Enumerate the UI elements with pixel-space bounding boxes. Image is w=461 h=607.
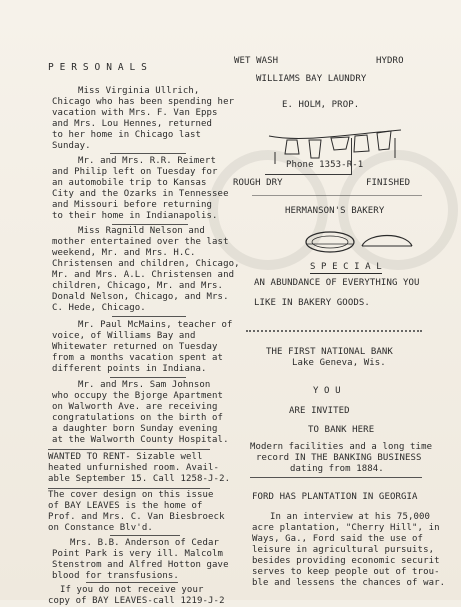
bank-name: THE FIRST NATIONAL BANK <box>266 347 393 357</box>
personal-item-3-line-5: Mr. and Mrs. A.L. Christensen and <box>52 270 235 280</box>
personal-item-5-line-3: on Walworth Ave. are receiving <box>52 402 218 412</box>
separator-7 <box>110 535 180 536</box>
bank-you: Y O U <box>313 386 341 396</box>
bank-bottom-rule <box>250 477 422 478</box>
laundry-rough-dry: ROUGH DRY <box>233 178 283 188</box>
personal-item-1-line-5: to her home in Chicago last <box>52 130 201 140</box>
personal-item-8-line-3: Stenstrom and Alfred Hotton gave <box>52 560 229 570</box>
laundry-name: WILLIAMS BAY LAUNDRY <box>256 74 367 84</box>
personal-item-5-line-2: who occupy the Bjorge Apartment <box>52 391 224 401</box>
separator-6 <box>48 449 210 450</box>
personal-item-1-line-3: vacation with Mrs. F. Van Epps <box>52 108 218 118</box>
separator-4 <box>110 377 186 378</box>
personal-item-4-line-5: different points in Indiana. <box>52 364 207 374</box>
personal-item-9-line-2: copy of BAY LEAVES-call 1219-J-2 <box>48 596 225 606</box>
separator-3 <box>112 316 186 317</box>
personal-item-6-line-1: WANTED TO RENT- Sizable well <box>48 452 203 462</box>
personal-item-7-line-3: Prof. and Mrs. C. Van Biesbroeck <box>48 512 225 522</box>
ford-body-line-1: In an interview at his 75,000 <box>270 512 431 522</box>
bank-cta: TO BANK HERE <box>308 425 375 435</box>
dotted-separator <box>246 330 422 332</box>
personal-item-4-line-4: from a months vacation spent at <box>52 353 224 363</box>
personal-item-3-line-4: Christensen and children, Chicago, <box>52 259 240 269</box>
personal-item-3-line-8: C. Hede, Chicago. <box>52 303 146 313</box>
personal-item-3-line-6: children, Chicago, Mr. and Mrs. <box>52 281 224 291</box>
bank-body-line-2: record IN THE BANKING BUSINESS <box>256 453 422 463</box>
laundry-finished: FINISHED <box>366 178 411 188</box>
personal-item-9-line-1: If you do not receive your <box>60 585 204 595</box>
bank-body-line-3: dating from 1884. <box>290 464 384 474</box>
laundry-phone: Phone 1353-R-1 <box>286 160 364 170</box>
personal-item-6-line-2: heated unfurnished room. Avail- <box>48 463 220 473</box>
personal-item-7-line-2: of BAY LEAVES is the home of <box>48 501 203 511</box>
personal-item-8-line-1: Mrs. B.B. Anderson of Cedar <box>70 538 219 548</box>
bakery-name: HERMANSON'S BAKERY <box>285 206 385 216</box>
separator-1 <box>110 153 186 154</box>
personal-item-1-line-4: and Mrs. Lou Hennes, returned <box>52 119 213 129</box>
ford-body-line-7: ble and lessens the chances of war. <box>252 578 446 588</box>
ford-body-line-6: serves to keep people out of trou- <box>252 567 440 577</box>
personal-item-3-line-1: Miss Ragnild Nelson and <box>78 226 205 236</box>
personal-item-5-line-1: Mr. and Mrs. Sam Johnson <box>78 380 211 390</box>
personal-item-8-line-4: blood for transfusions. <box>52 571 179 581</box>
bank-invited: ARE INVITED <box>289 406 350 416</box>
personal-item-5-line-6: at the Walworth County Hospital. <box>52 435 229 445</box>
laundry-bottom-rule <box>252 195 422 196</box>
ford-body-line-3: Ways, Ga., Ford said the use of <box>252 534 424 544</box>
personal-item-2-line-4: City and the Ozarks in Tennessee <box>52 189 229 199</box>
personal-item-1-line-1: Miss Virginia Ullrich, <box>78 86 205 96</box>
laundry-right-tag: HYDRO <box>376 56 404 66</box>
bakery-illustration <box>296 224 416 262</box>
laundry-left-tag: WET WASH <box>234 56 279 66</box>
personal-item-8-line-2: Point Park is very ill. Malcolm <box>52 549 224 559</box>
ford-headline: FORD HAS PLANTATION IN GEORGIA <box>252 492 418 502</box>
separator-2 <box>112 224 188 225</box>
personals-heading: P E R S O N A L S <box>48 62 147 73</box>
laundry-box <box>265 138 352 175</box>
separator-6b <box>48 488 210 489</box>
personal-item-5-line-4: congratulations on the birth of <box>52 413 224 423</box>
bank-body-line-1: Modern facilities and a long time <box>250 442 433 452</box>
personal-item-4-line-2: voice, of Williams Bay and <box>52 331 196 341</box>
ford-body-line-2: acre plantation, "Cherry Hill", in <box>252 523 440 533</box>
bakery-line-1: AN ABUNDANCE OF EVERYTHING YOU <box>254 278 420 288</box>
bank-city: Lake Geneva, Wis. <box>292 358 386 368</box>
personal-item-1-line-2: Chicago who has been spending her <box>52 97 235 107</box>
personal-item-1-line-6: Sunday. <box>52 141 91 151</box>
ford-body-line-5: besides providing economic securit <box>252 556 440 566</box>
personal-item-2-line-5: and Missouri before returning <box>52 200 213 210</box>
personal-item-7-line-1: The cover design on this issue <box>48 490 214 500</box>
personal-item-5-line-5: a daughter born Sunday evening <box>52 424 218 434</box>
personal-item-4-line-3: Whitewater returned on Tuesday <box>52 342 218 352</box>
personal-item-3-line-3: weekend, Mr. and Mrs. H.C. <box>52 248 196 258</box>
personal-item-2-line-2: and Philip left on Tuesday for <box>52 167 218 177</box>
personal-item-3-line-7: Donald Nelson, Chicago, and Mrs. <box>52 292 229 302</box>
bakery-special: S P E C I A L <box>310 262 382 272</box>
bakery-line-2: LIKE IN BAKERY GOODS. <box>254 298 370 308</box>
personal-item-2-line-6: to their home in Indianapolis. <box>52 211 218 221</box>
ford-body-line-4: leisure in agricultural pursuits, <box>252 545 435 555</box>
personal-item-2-line-3: an automobile trip to Kansas <box>52 178 207 188</box>
separator-8 <box>86 582 178 583</box>
personal-item-3-line-2: mother entertained over the last <box>52 237 229 247</box>
personal-item-7-line-4: on Constance Blv'd. <box>48 523 153 533</box>
personal-item-2-line-1: Mr. and Mrs. R.R. Reimert <box>78 156 216 166</box>
personal-item-4-line-1: Mr. Paul McMains, teacher of <box>78 320 233 330</box>
personal-item-6-line-3: able September 15. Call 1258-J-2. <box>48 474 231 484</box>
laundry-owner: E. HOLM, PROP. <box>282 100 360 110</box>
